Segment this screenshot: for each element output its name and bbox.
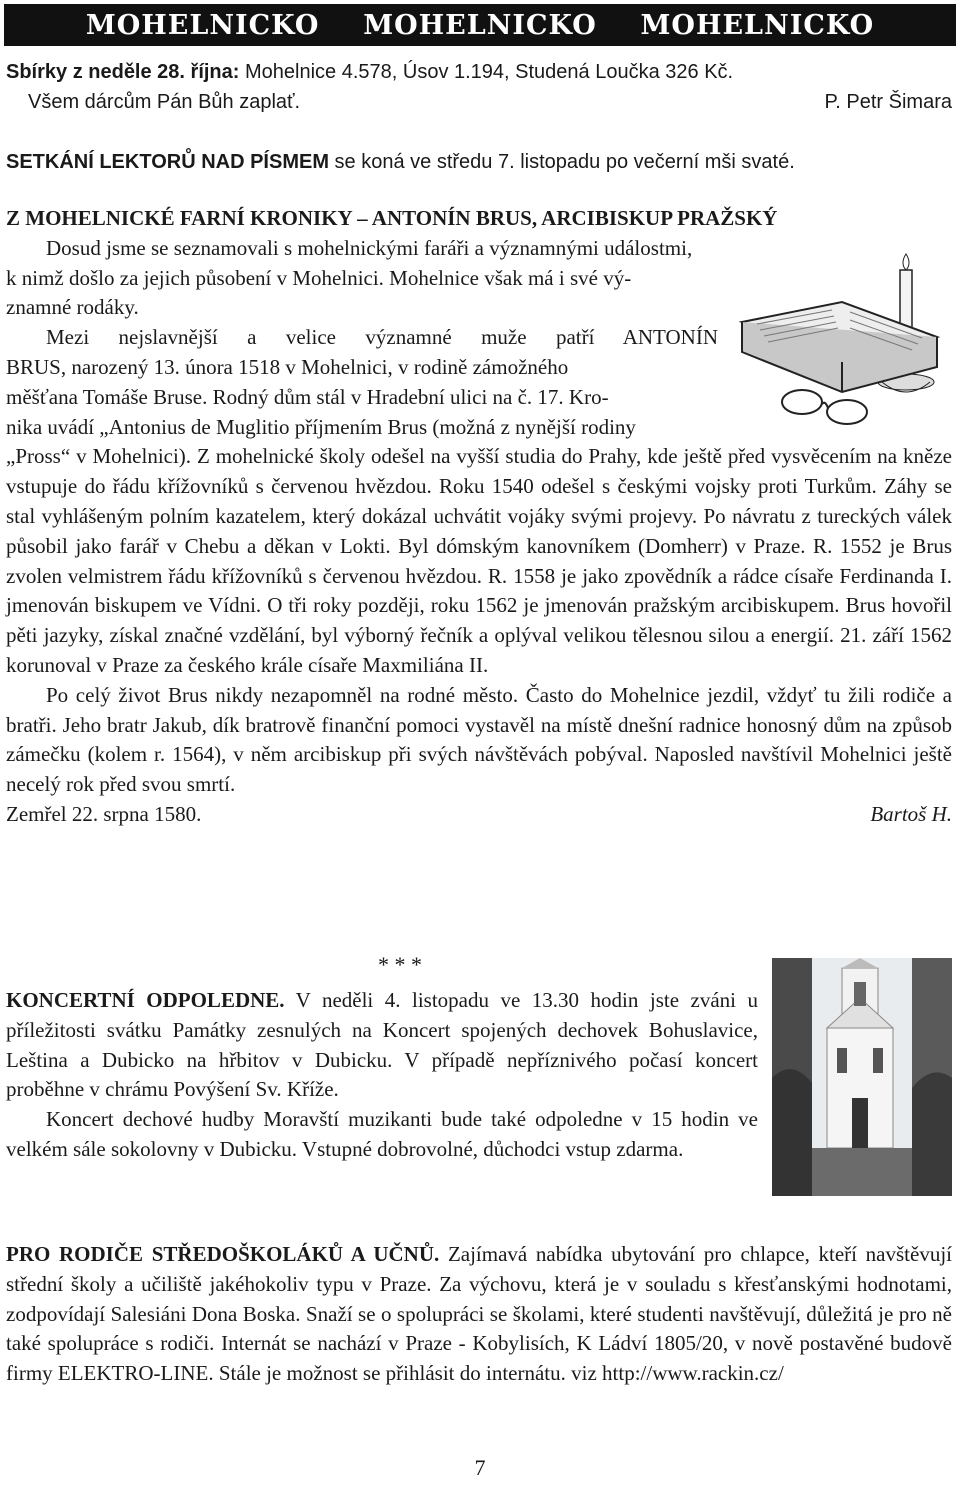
parents-section	[6, 1240, 952, 1389]
chronicle-line-6: měšťana Tomáše Bruse. Rodný dům stál v Hradební ulici na č. 17. Kro-	[6, 384, 609, 409]
lectors-section	[6, 148, 952, 178]
collections-section	[6, 58, 952, 118]
collections-label: Sbírky z neděle 28. října:	[6, 61, 240, 83]
chronicle-line-7: nika uvádí „Antonius de Muglitio příjmením Brus (možná z nynější rodiny	[6, 414, 636, 439]
chronicle-line-1: Dosud jsme se seznamovali s mohelnickými faráři a významnými událostmi,	[46, 235, 693, 260]
header-title-2: MOHELNICKO	[363, 9, 597, 41]
church-photo	[772, 958, 952, 1196]
collections-text: Mohelnice 4.578, Úsov 1.194, Studená Loučka 326 Kč.	[239, 61, 734, 83]
collections-thanks: Všem dárcům Pán Bůh zaplať.	[28, 90, 301, 113]
header-title-1: MOHELNICKO	[85, 9, 320, 41]
header-title-3: MOHELNICKO	[640, 9, 875, 41]
chronicle-paragraph-rest: „Pross“ v Mohelnici). Z mohelnické školy odešel na vyšší studia do Prahy, kde ještě před vysvěcením na kněze vstupuje do řádu křížovníků s červenou hvězdou. Roku 1540 odešel s českými vojsky proti Turkům. Záhy se stal vyhlášeným polním kazatelem, který dokázal uchvátit vojáky svými projevy. Po návratu z tureckých válek působil jako farář v Chebu a děkan v Lokti. Byl dómským kanovníkem (Domherr) v Praze. R. 1552 je Brus zvolen velmistrem řádu křížovníků s červenou hvězdou. R. 1558 je jako zpovědník a rádce císaře Ferdinanda I. jmenován biskupem ve Vídni. O tři roky později, roku 1562 je jmenován pražským arcibiskupem. Brus hovořil pěti jazyky, získal značné vzdělání, byl výborný řečník a oplýval velikou tělesnou silou a energií. 21. září 1562 korunoval v Praze za českého krále císaře Maxmiliána II.	[6, 444, 952, 677]
concert-text: V neděli 4. listopadu ve 13.30 hodin jste zváni u příležitosti svátku Památky zesnulých na Koncert spojených dechovek Bohuslavice, Leština a Dubicko na hřbitov v Dubicku. V případě nepříznivého počasí koncert proběhne v chrámu Povýšení Sv. Kříže.	[6, 988, 758, 1102]
parents-label: PRO RODIČE STŘEDOŠKOLÁKŮ A UČNŮ.	[6, 1242, 440, 1266]
chronicle-last-line: Zemřel 22. srpna 1580.	[6, 801, 202, 826]
chronicle-line-4: Mezi nejslavnější a velice významné muže patří ANTONÍN	[46, 325, 718, 350]
chronicle-line-3: znamné rodáky.	[6, 295, 139, 320]
lectors-label: SETKÁNÍ LEKTORŮ NAD PÍSMEM	[6, 151, 329, 173]
concert-section	[6, 986, 758, 1165]
section-separator: * * *	[378, 952, 422, 977]
chronicle-paragraph-2: Po celý život Brus nikdy nezapomněl na rodné město. Často do Mohelnice jezdil, vždyť tu žili rodiče a bratři. Jeho bratr Jakub, dík bratrově finanční pomoci vystavěl na místě dnešní radnice honosný dům na způsob zámečku (kolem r. 1564), v něm arcibiskup při svých návštěvách pobýval. Naposled navštívil Mohelnici ještě necelý rok před svou smrtí.	[6, 682, 952, 797]
concert-label: KONCERTNÍ ODPOLEDNE.	[6, 988, 285, 1012]
concert-paragraph-2: Koncert dechové hudby Moravští muzikanti bude také odpoledne v 15 hodin ve velkém sále sokolovny v Dubicku. Vstupné dobrovolné, důchodci vstup zdarma.	[6, 1107, 758, 1161]
chronicle-line-5: BRUS, narozený 13. února 1518 v Mohelnici, v rodině zámožného	[6, 354, 569, 379]
page-header-banner	[4, 4, 956, 46]
chronicle-author: Bartoš H.	[870, 801, 952, 826]
chronicle-heading: Z MOHELNICKÉ FARNÍ KRONIKY – ANTONÍN BRUS, ARCIBISKUP PRAŽSKÝ	[6, 206, 778, 230]
page-number: 7	[474, 1455, 486, 1480]
chronicle-line-2: k nimž došlo za jejich působení v Mohelnici. Mohelnice však má i své vý-	[6, 265, 632, 290]
parents-text: Zajímavá nabídka ubytování pro chlapce, kteří navštěvují střední školy a učiliště jakéhokoliv typu v Praze. Za výchovu, která je v souladu s křesťanskými hodnotami, zodpovídají Salesiáni Dona Boska. Snaží se o spolupráci se školami, které studenti navštěvují, důležitá je pro ně také spolupráce s rodiči. Internát se nachází v Praze - Kobylisích, K Ládví 1805/20, v nově postavěné budově firmy ELEKTRO-LINE. Stále je možnost se přihlásit do internátu. viz http://www.rackin.cz/	[6, 1242, 953, 1386]
book-candle-illustration	[732, 252, 952, 432]
collections-signature: P. Petr Šimara	[824, 90, 952, 113]
lectors-text: se koná ve středu 7. listopadu po večerní mši svaté.	[328, 151, 795, 173]
